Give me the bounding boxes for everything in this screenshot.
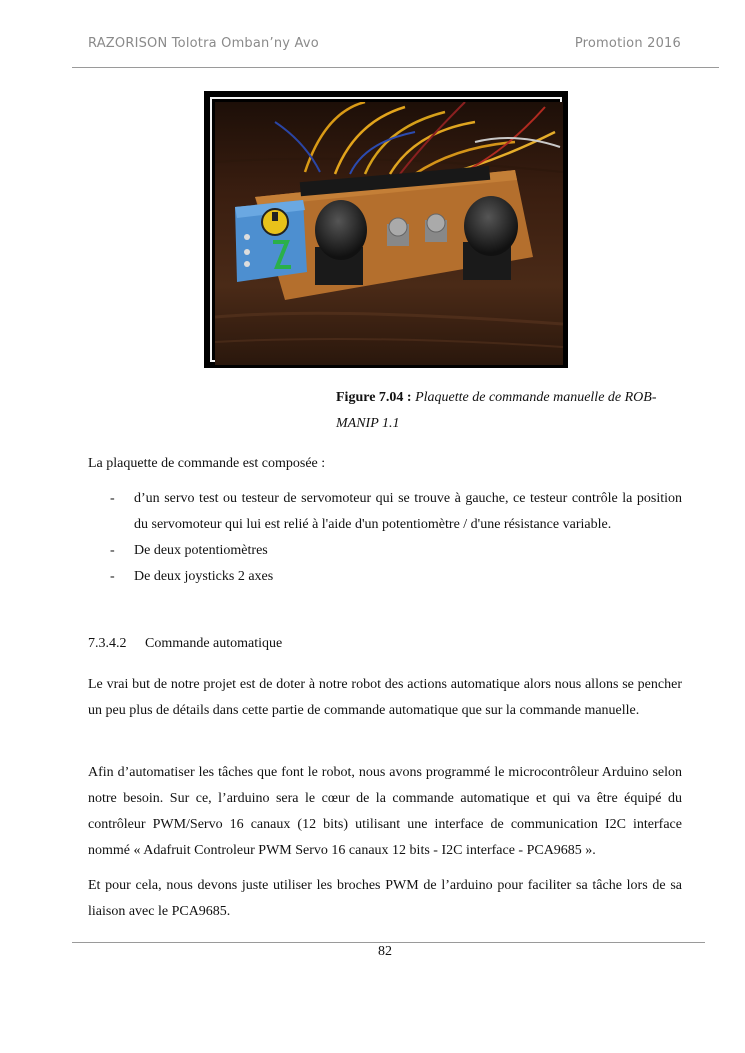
section-number: 7.3.4.2 [88,636,127,651]
section-title: Commande automatique [145,636,283,651]
list-dash: - [110,491,115,506]
footer-rule [72,942,705,943]
list-item-text: d’un servo test ou testeur de servomoteur qui se trouve à gauche, ce testeur contrôle la position du servomoteur qui lui est relié à l'aide d'un potentiomètre / d'une résistance variable. [134,491,682,532]
header-rule [72,67,719,68]
running-header-promotion: Promotion 2016 [574,36,681,51]
running-header-author: RAZORISON Tolotra Omban’ny Avo [88,36,319,51]
figure-caption [336,385,676,437]
list-item [88,538,682,564]
list-item-text: De deux potentiomètres [134,543,268,558]
figure-number: Figure 7.04 : [336,390,412,405]
intro-paragraph: La plaquette de commande est composée : [88,456,326,471]
component-list [88,486,682,590]
section-heading [88,631,282,657]
paragraph: Et pour cela, nous devons juste utiliser les broches PWM de l’arduino pour faciliter sa tâche lors de sa liaison avec le PCA9685. [88,878,682,919]
list-item [88,564,682,590]
control-board-photo [215,102,563,365]
figure-photo [204,91,568,368]
page-number: 82 [378,944,392,959]
photo-frame [210,97,562,362]
figure-caption-text: Plaquette de commande manuelle de ROB-MANIP 1.1 [336,390,657,431]
list-dash: - [110,543,115,558]
list-item-text: De deux joysticks 2 axes [134,569,274,584]
paragraph: Le vrai but de notre projet est de doter à notre robot des actions automatique alors nous allons se pencher un peu plus de détails dans cette partie de commande automatique que sur la commande manuelle. [88,677,682,718]
paragraph: Afin d’automatiser les tâches que font le robot, nous avons programmé le microcontrôleur Arduino selon notre besoin. Sur ce, l’arduino sera le cœur de la commande automatique et qui va être équipé du contrôleur PWM/Servo 16 canaux (12 bits) utilisant une interface de communication I2C interface nommé « Adafruit Controleur PWM Servo 16 canaux 12 bits - I2C interface - PCA9685 ». [88,765,682,858]
list-dash: - [110,569,115,584]
list-item [88,486,682,538]
